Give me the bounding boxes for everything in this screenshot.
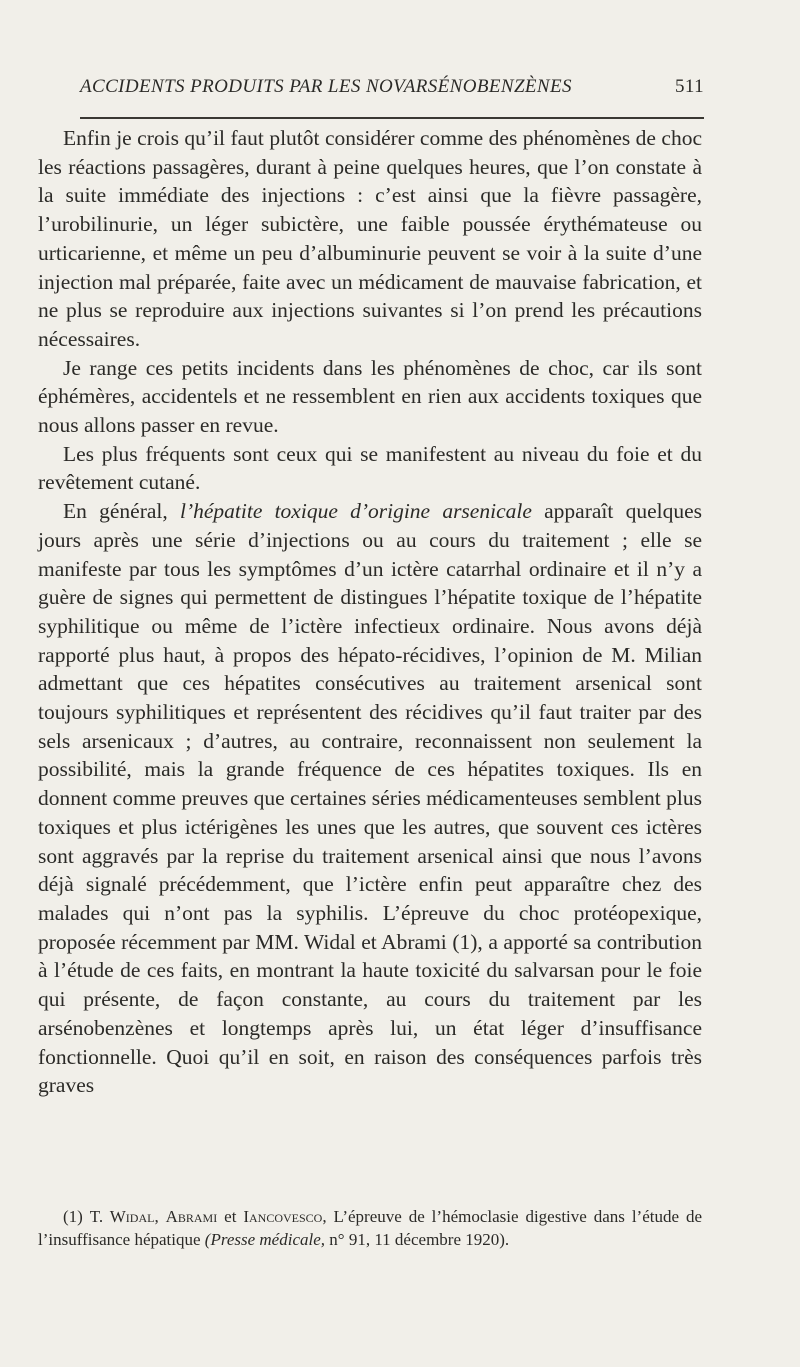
page-header — [80, 76, 704, 98]
paragraph: Enfin je crois qu’il faut plutôt considérer comme des phénomènes de choc les réactions passagères, durant à peine quelques heures, que l’on constate à la suite immédiate des injections : c’est ainsi que la fièvre passagère, l’urobilinurie, un léger subictère, une faible poussée érythémateuse ou urticarienne, et même un peu d’albuminurie peuvent se voir à la suite d’une injection mal préparée, faite avec un médicament de mauvaise fabrication, et ne plus se reproduire aux injections suivantes si l’on prend les précautions nécessaires. — [38, 126, 702, 351]
footnote-details: n° 91, 11 décembre 1920). — [325, 1230, 510, 1249]
footnote-title: , L’épreuve de l’hémoclasie digestive dans l’étude de l’insuffisance hépatique — [38, 1207, 702, 1249]
emphasis-term: l’hépatite toxique d’origine arsenicale — [179, 499, 532, 524]
body-text — [38, 124, 702, 1100]
footnote-author: Iancovesco — [243, 1207, 323, 1226]
footnote-author: T. Widal — [89, 1207, 155, 1226]
footnote: (1) T. Widal, Abrami et Iancovesco, L’épreuve de l’hémoclasie digestive dans l’étude de l’insuffisance hépatique (Presse médicale, n° 91, 11 décembre 1920). — [38, 1207, 702, 1249]
header-rule — [80, 117, 704, 119]
paragraph-text: apparaît quelques jours après une série d’injections ou au cours du traitement ; elle se manifeste par tous les symptômes d’un ictère catarrhal ordinaire et il n’y a guère de signes qui permettent de distingues l’hépatite toxique de l’hépatite syphilitique ou même de l’ictère infectieux ordinaire. Nous avons déjà rapporté plus haut, à propos des hépato-récidives, l’opinion de M. Milian admettant que ces hépatites consécutives au traitement arsenical sont toujours syphilitiques et représentent des récidives qu’il faut traiter par des sels arsenicaux ; d’autres, au contraire, reconnaissent non seulement la possibilité, mais la grande fréquence de ces hépatites toxiques. Ils en donnent comme preuves que certaines séries médicamenteuses semblent plus toxiques et plus ictérigènes les unes que les autres, que souvent ces ictères sont aggravés par la reprise du traitement arsenical ainsi que nous l’avons déjà signalé précédemment, que l’ictère enfin peut apparaître chez des malades qui n’ont pas la syphilis. L’épreuve du choc protéopexique, proposée récemment par MM. Widal et Abrami (1), a apporté sa contribution à l’étude de ces faits, en montrant la haute toxicité du salvarsan pour le foie qui présente, de façon constante, au cours du traitement par les arsénobenzènes et longtemps après lui, un état léger d’insuffisance fonctionnelle. Quoi qu’il en soit, en raison des conséquences parfois très graves — [38, 499, 702, 1098]
footnote-marker: (1) — [63, 1207, 90, 1226]
paragraph — [38, 497, 702, 1100]
paragraph: Je range ces petits incidents dans les phénomènes de choc, car ils sont éphémères, accidentels et ne ressemblent en rien aux accidents toxiques que nous allons passer en revue. — [38, 355, 702, 438]
footnote-journal: (Presse médicale, — [204, 1230, 326, 1249]
footnote-author: Abrami — [165, 1207, 218, 1226]
paragraph-lead: En général, — [63, 499, 180, 524]
paragraph: Les plus fréquents sont ceux qui se manifestent au niveau du foie et du revêtement cutané. — [38, 441, 702, 495]
running-title: ACCIDENTS PRODUITS PAR LES NOVARSÉNOBENZÈNES — [80, 76, 572, 97]
page-number: 511 — [675, 76, 704, 97]
